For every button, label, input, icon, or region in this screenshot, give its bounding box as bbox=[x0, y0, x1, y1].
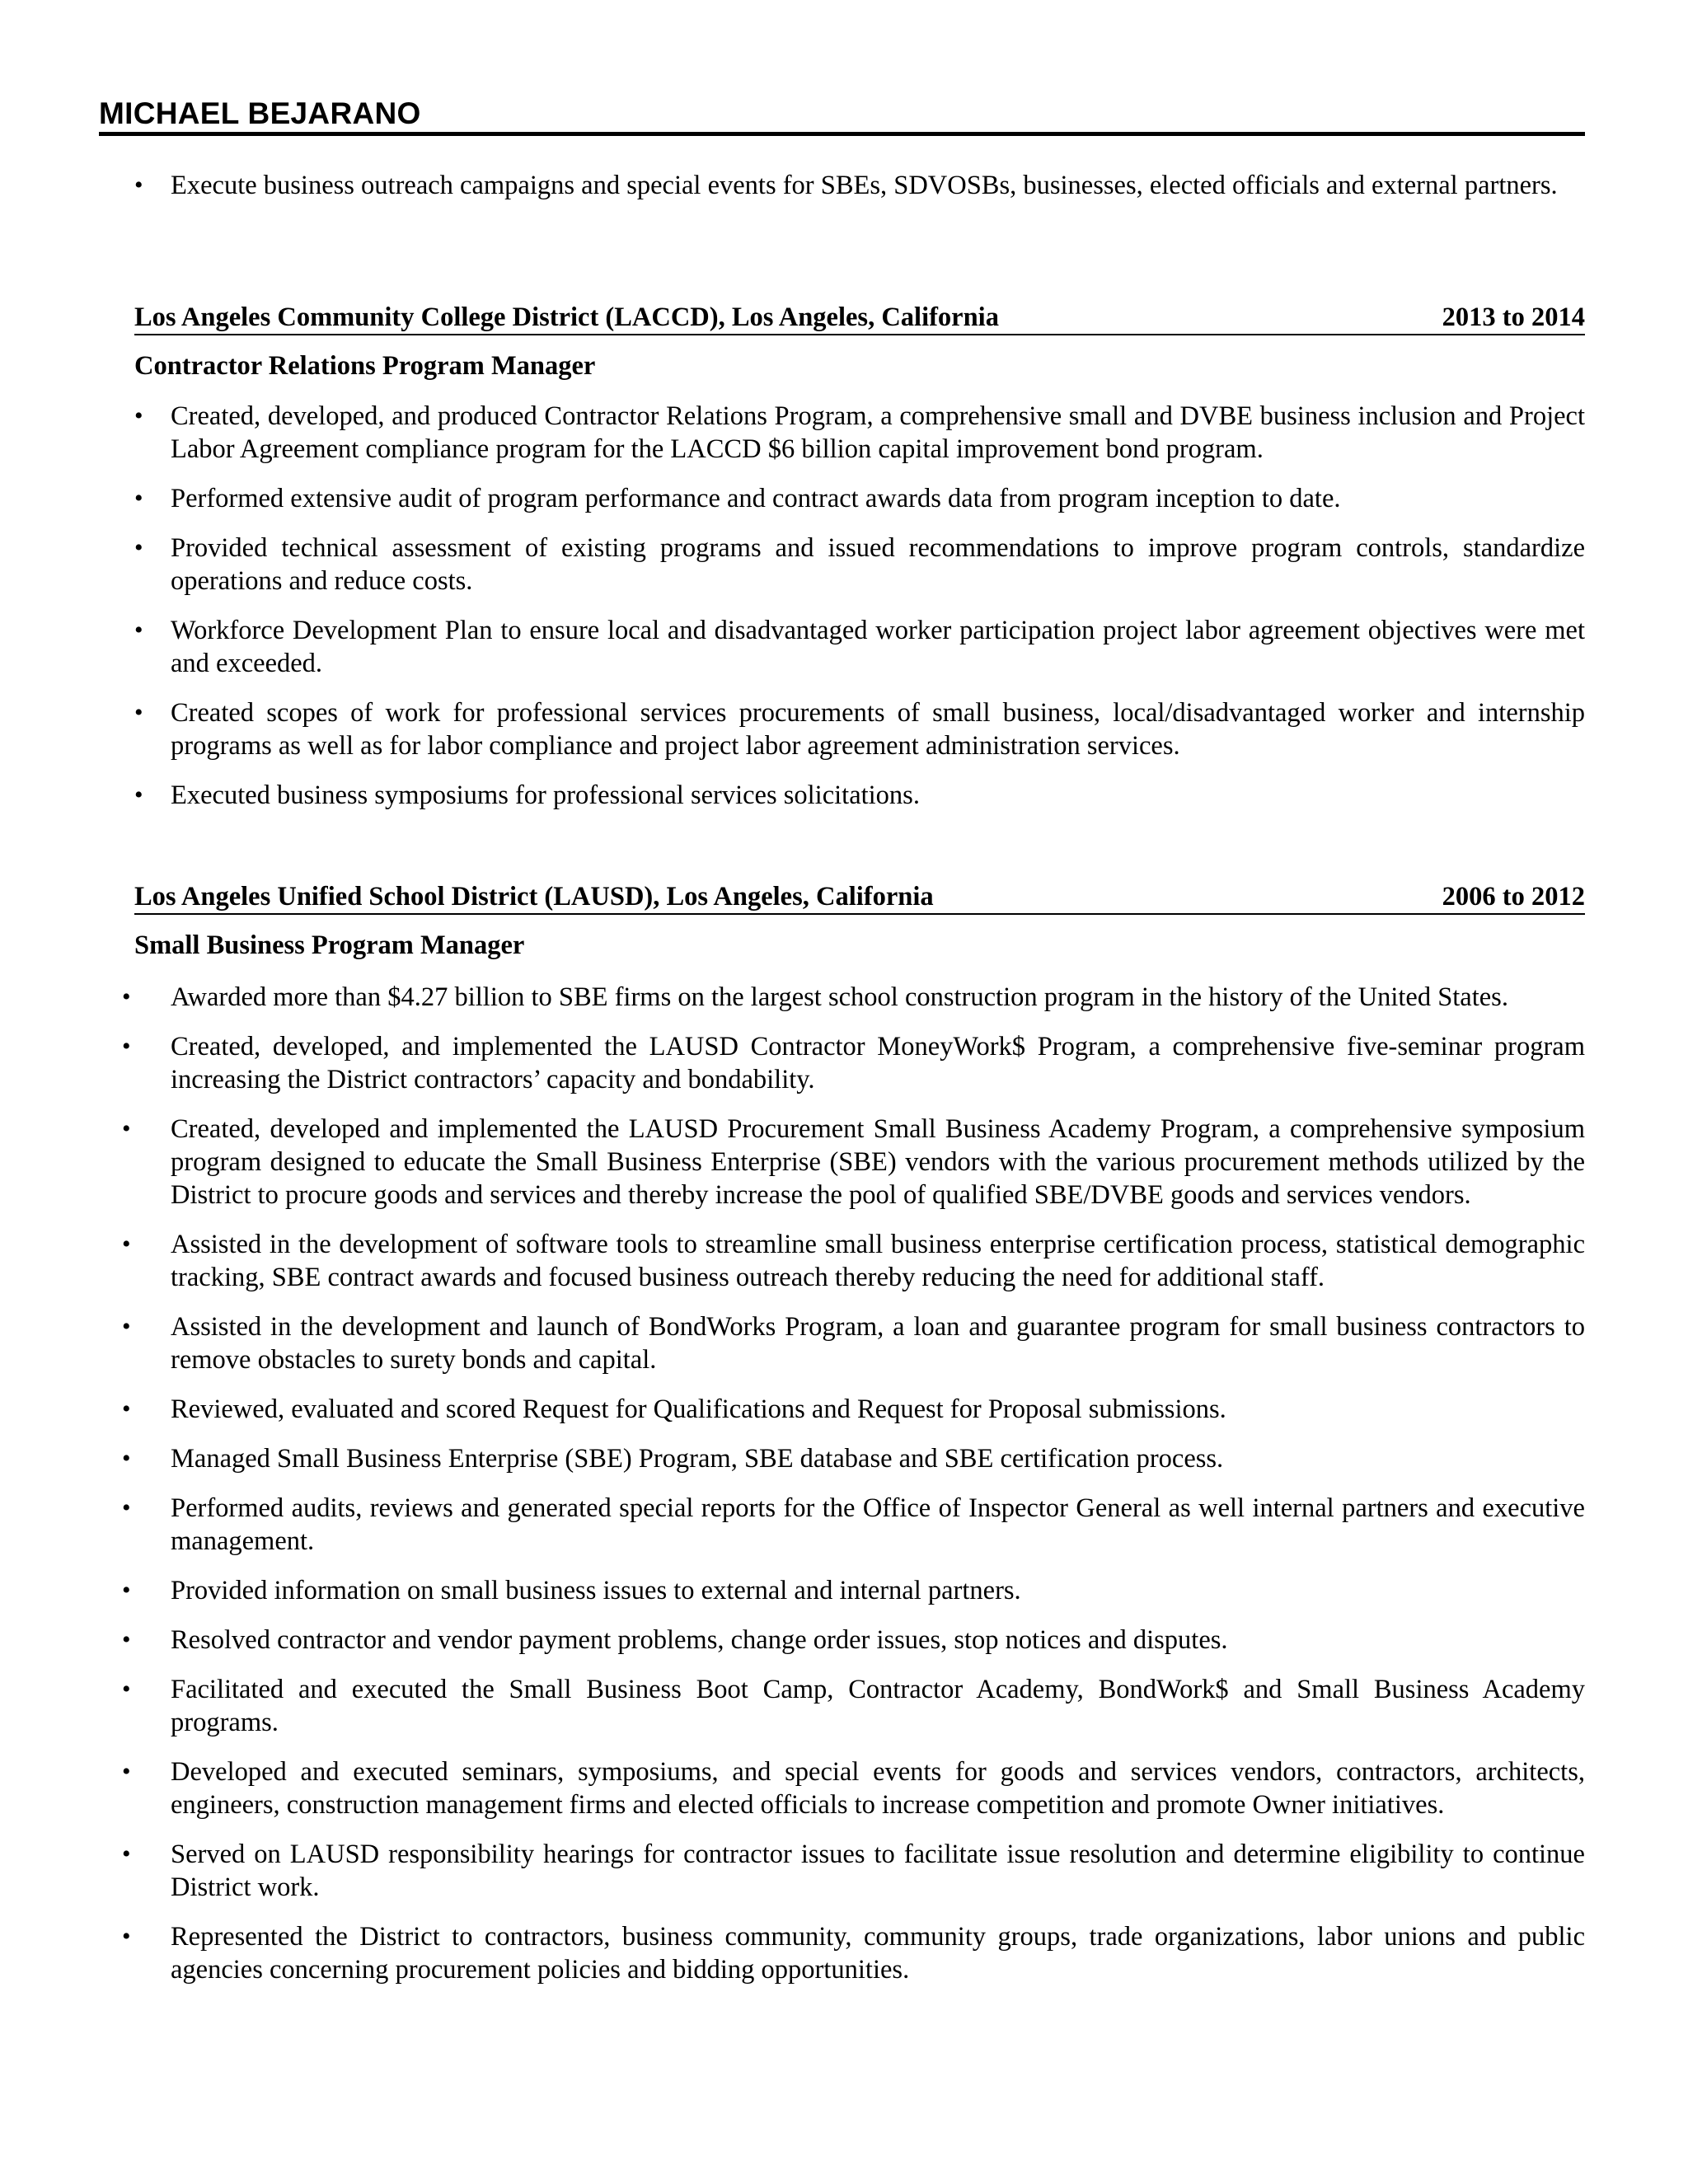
employment-dates: 2013 to 2014 bbox=[1442, 302, 1585, 332]
lausd-bullet-list bbox=[0, 981, 1688, 1986]
bullet-point: • bbox=[134, 485, 143, 512]
list-item: • Execute business outreach campaigns and special events for SBEs, SDVOSBs, businesses, elected officials and external partners. bbox=[134, 171, 1558, 200]
list-item: • Facilitated and executed the Small Business Boot Camp, Contractor Academy, BondWork$ and Small Business Academy programs. bbox=[122, 1675, 1585, 1737]
bullet-point: • bbox=[122, 1840, 131, 1868]
list-item: • Performed extensive audit of program performance and contract awards data from program inception to date. bbox=[134, 484, 1341, 513]
bullet-point: • bbox=[134, 171, 143, 199]
list-item: • Workforce Development Plan to ensure local and disadvantaged worker participation project labor agreement objectives were met and exceeded. bbox=[134, 616, 1585, 678]
employer-name: Los Angeles Community College District (LACCD), Los Angeles, California bbox=[134, 302, 999, 332]
bullet-point: • bbox=[122, 1445, 131, 1472]
list-item: • Served on LAUSD responsibility hearings for contractor issues to facilitate issue resolution and determine eligibility to continue District work. bbox=[122, 1840, 1585, 1902]
list-item: • Assisted in the development and launch of BondWorks Program, a loan and guarantee program for small business contractors to remove obstacles to surety bonds and capital. bbox=[122, 1312, 1585, 1375]
list-item: • Resolved contractor and vendor payment problems, change order issues, stop notices and disputes. bbox=[122, 1625, 1228, 1655]
intro-bullet-list bbox=[0, 169, 1688, 202]
list-item: • Performed audits, reviews and generated special reports for the Office of Inspector General as well internal partners and executive management. bbox=[122, 1493, 1585, 1556]
list-item: • Executed business symposiums for professional services solicitations. bbox=[134, 780, 920, 810]
bullet-point: • bbox=[122, 983, 131, 1010]
employer-heading-laccd bbox=[134, 301, 1585, 335]
list-item: • Created scopes of work for professional services procurements of small business, local/disadvantaged worker and internship programs as well as for labor compliance and project labor agreement administration services. bbox=[134, 698, 1585, 761]
bullet-point: • bbox=[122, 1115, 131, 1142]
list-item: • Provided information on small business issues to external and internal partners. bbox=[122, 1576, 1021, 1605]
laccd-bullet-list bbox=[0, 400, 1688, 812]
bullet-point: • bbox=[134, 699, 143, 726]
list-item: • Managed Small Business Enterprise (SBE) Program, SBE database and SBE certification process. bbox=[122, 1444, 1224, 1474]
employer-name: Los Angeles Unified School District (LAUSD), Los Angeles, California bbox=[134, 882, 934, 912]
bullet-point: • bbox=[122, 1626, 131, 1653]
candidate-name: MICHAEL BEJARANO bbox=[99, 96, 1585, 136]
bullet-point: • bbox=[122, 1675, 131, 1703]
bullet-point: • bbox=[122, 1577, 131, 1604]
list-item: • Assisted in the development of software tools to streamline small business enterprise certification process, statistical demographic tracking, SBE contract awards and focused business outreach thereby reducing the need for additional staff. bbox=[122, 1230, 1585, 1292]
list-item: • Created, developed and implemented the LAUSD Procurement Small Business Academy Program, a comprehensive symposium program designed to educate the Small Business Enterprise (SBE) vendors with the various procurement methods utilized by the District to procure goods and services and thereby increase the pool of qualified SBE/DVBE goods and services vendors. bbox=[122, 1114, 1585, 1210]
bullet-point: • bbox=[122, 1758, 131, 1785]
bullet-point: • bbox=[122, 1230, 131, 1258]
list-item: • Created, developed, and implemented the LAUSD Contractor MoneyWork$ Program, a comprehensive five-seminar program increasing the District contractors’ capacity and bondability. bbox=[122, 1032, 1585, 1094]
employer-heading-lausd bbox=[134, 880, 1585, 915]
list-item: • Awarded more than $4.27 billion to SBE firms on the largest school construction program in the history of the United States. bbox=[122, 982, 1508, 1012]
bullet-point: • bbox=[122, 1313, 131, 1340]
job-title: Contractor Relations Program Manager bbox=[134, 351, 596, 381]
bullet-point: • bbox=[134, 616, 143, 644]
job-title: Small Business Program Manager bbox=[134, 930, 525, 960]
bullet-point: • bbox=[134, 781, 143, 808]
bullet-point: • bbox=[122, 1033, 131, 1060]
list-item: • Created, developed, and produced Contractor Relations Program, a comprehensive small and DVBE business inclusion and Project Labor Agreement compliance program for the LACCD $6 billion capital improvement bond program. bbox=[134, 401, 1585, 464]
list-item: • Developed and executed seminars, symposiums, and special events for goods and services vendors, contractors, architects, engineers, construction management firms and elected officials to increase competition and promote Owner initiatives. bbox=[122, 1757, 1585, 1820]
list-item: • Provided technical assessment of existing programs and issued recommendations to improve program controls, standardize operations and reduce costs. bbox=[134, 533, 1585, 596]
list-item: • Represented the District to contractors, business community, community groups, trade organizations, labor unions and public agencies concerning procurement policies and bidding opportunities. bbox=[122, 1922, 1585, 1985]
bullet-point: • bbox=[134, 402, 143, 429]
list-item: • Reviewed, evaluated and scored Request for Qualifications and Request for Proposal submissions. bbox=[122, 1394, 1226, 1424]
bullet-point: • bbox=[122, 1494, 131, 1521]
bullet-point: • bbox=[122, 1395, 131, 1422]
bullet-point: • bbox=[122, 1923, 131, 1950]
bullet-point: • bbox=[134, 534, 143, 561]
employment-dates: 2006 to 2012 bbox=[1442, 882, 1585, 912]
